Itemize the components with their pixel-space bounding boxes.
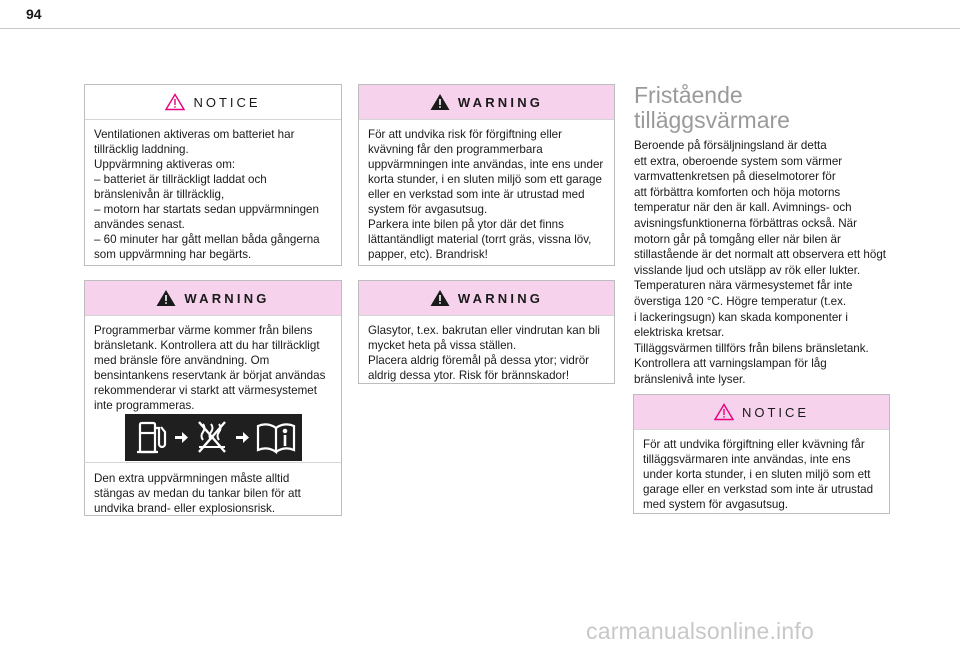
arrow-right-icon: [236, 432, 249, 443]
notice-box-1: [84, 84, 342, 266]
warning-box-2: [358, 84, 615, 266]
notice-header: [634, 395, 889, 430]
pictogram-separator: [84, 462, 341, 463]
page-number: 94: [26, 6, 42, 22]
warning-text: För att undvika risk för förgiftning eller kvävning får den programmerbara uppvärmningen inte användas, inte ens under korta stunder, i en sluten miljö som ett garage eller en verkstad som inte är utrustad med system för avgasutsug. Parkera inte bilen på ytor där det finns lättantändligt material (torrt gräs, vissna löv, papper, etc). Brandrisk!: [368, 128, 604, 261]
warning-title: WARNING: [457, 94, 544, 110]
warning-triangle-filled-icon: [430, 93, 450, 111]
fuel-pump-icon: [137, 423, 165, 452]
warning-header: [359, 281, 614, 316]
warning-header: [85, 281, 341, 316]
section-heading: Fristående tilläggsvärmare: [634, 82, 790, 133]
warning-text: Glasytor, t.ex. bakrutan eller vindrutan kan bli mycket heta på vissa ställen. Placera aldrig föremål på dessa ytor; vidrör aldrig dessa ytor. Risk för brännskador!: [368, 324, 600, 382]
section-text: Beroende på försäljningsland är detta ett extra, oberoende system som värmer varmvattenkretsen på dieselmotorer för att förbättra komforten och höja motorns temperatur när den är kall. Avimnings- och avisningsfunktionerna förbättras också. När motorn går på tomgång eller när bilen är stillastående är det normalt att observera ett högt visslande ljud och utsläpp av rök eller lukter. Temperaturen nära värmesystemet får inte överstiga 120 °C. Högre temperatur (t.ex. i lackeringsugn) kan skada komponenter i elektriska kretsar. Tilläggsvärmen tillförs från bilens bränsletank. Kontrollera att varningslampan för låg bränslenivå inte lyser.: [634, 139, 886, 386]
notice-text: Ventilationen aktiveras om batteriet har tillräcklig laddning. Uppvärmning aktiveras om: – batteriet är tillräckligt laddat och bränslenivån är tillräcklig, – motorn har startats sedan uppvärmningen användes senast. – 60 minuter har gått mellan båda gångerna som uppvärmning har begärts.: [94, 128, 320, 261]
warning-title: WARNING: [184, 290, 270, 306]
notice-title: NOTICE: [193, 94, 261, 110]
notice-title: NOTICE: [741, 404, 810, 420]
manual-book-icon: [258, 424, 294, 452]
warning-box-1: [84, 280, 342, 516]
arrow-right-icon: [175, 432, 188, 443]
warning-text: Programmerbar värme kommer från bilens bränsletank. Kontrollera att du har tillräckligt med bränsle före användning. Om bensintankens reservtank är börjat användas rekommenderar vi starkt att värmesystemet inte programmeras.: [94, 324, 326, 412]
heater-off-icon: [199, 422, 225, 452]
warning-title: WARNING: [457, 290, 544, 306]
fuel-heater-pictogram: [125, 414, 302, 461]
notice-box-2: [633, 394, 890, 514]
warning-box-3: [358, 280, 615, 384]
notice-text: För att undvika förgiftning eller kvävning får tilläggsvärmaren inte användas, inte ens under korta stunder, i en sluten miljö som ett garage eller en verkstad som inte är utrustad med system för avgasutsug.: [643, 438, 874, 511]
warning-triangle-outline-icon: [165, 93, 185, 111]
top-rule: [0, 28, 960, 29]
warning-triangle-filled-icon: [430, 289, 450, 307]
warning-triangle-outline-icon: [714, 403, 734, 421]
watermark: carmanualsonline.info: [586, 618, 814, 644]
warning-triangle-filled-icon: [156, 289, 176, 307]
notice-header: [85, 85, 341, 120]
warning-text-after: Den extra uppvärmningen måste alltid stängas av medan du tankar bilen för att undvika brand- eller explosionsrisk.: [94, 472, 301, 515]
warning-header: [359, 85, 614, 120]
